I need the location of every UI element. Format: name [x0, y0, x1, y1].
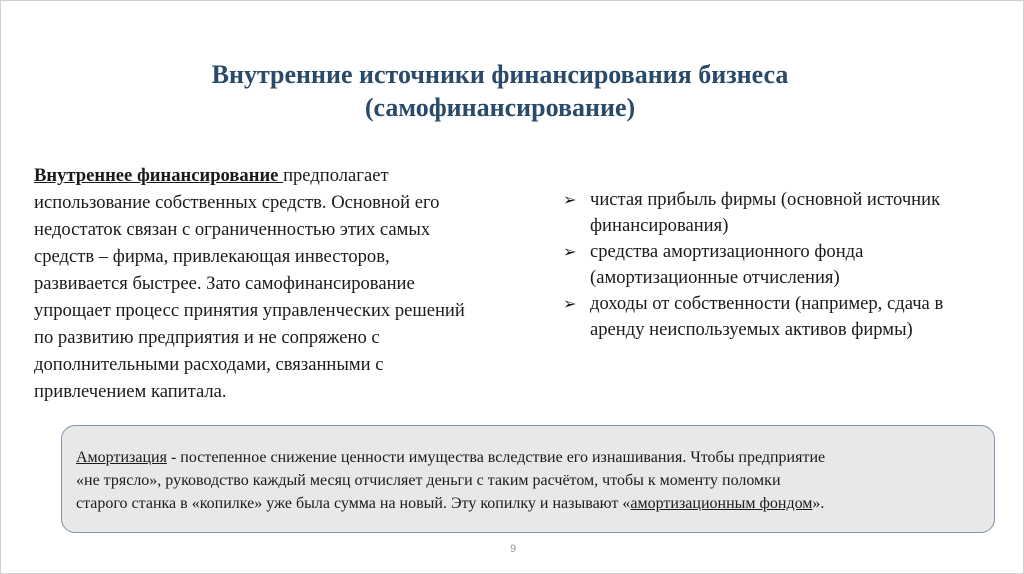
- list-item-line-2: финансирования): [590, 215, 729, 236]
- note-line-3-end: ».: [812, 495, 825, 512]
- paragraph-line-6: упрощает процесс принятия управленческих решений: [34, 300, 465, 321]
- note-line-3-start: старого станка в «копилке» уже была сумма на новый. Эту копилку и называют «: [76, 495, 631, 512]
- internal-financing-paragraph: [34, 162, 534, 405]
- list-item-line-2: (амортизационные отчисления): [590, 267, 840, 288]
- internal-financing-term: Внутреннее финансирование: [34, 165, 284, 186]
- slide-title: [150, 58, 850, 124]
- internal-sources-list: [563, 187, 1008, 343]
- arrowhead-bullet-icon: ➢: [563, 294, 577, 313]
- note-line-2: «не трясло», руководство каждый месяц отчисляет деньги с таким расчётом, чтобы к моменту поломки: [76, 472, 781, 489]
- list-item-line-1: чистая прибыль фирмы (основной источник: [590, 189, 941, 210]
- paragraph-line-7: по развитию предприятия и не сопряжено с: [34, 327, 380, 348]
- list-item: [563, 239, 1008, 291]
- paragraph-line-9: привлечением капитала.: [34, 381, 227, 402]
- note-line-1-rest: - постепенное снижение ценности имущества вследствие его изнашивания. Чтобы предприятие: [166, 449, 826, 466]
- paragraph-line-1: [34, 162, 534, 189]
- list-item-line-1: средства амортизационного фонда: [590, 241, 864, 262]
- note-line-1: [76, 446, 980, 469]
- list-item-line-2: аренду неиспользуемых активов фирмы): [590, 319, 913, 340]
- paragraph-line-5: развивается быстрее. Зато самофинансирование: [34, 273, 415, 294]
- page-number: 9: [509, 543, 517, 555]
- slide-title-line-2: (самофинансирование): [364, 93, 636, 122]
- paragraph-line-4: средств – фирма, привлекающая инвесторов,: [34, 246, 390, 267]
- list-item-line-1: доходы от собственности (например, сдача в: [590, 293, 944, 314]
- arrowhead-bullet-icon: ➢: [563, 190, 577, 209]
- amortization-term: Амортизация: [76, 449, 167, 466]
- amortization-note-box: [61, 425, 995, 533]
- paragraph-line-2: использование собственных средств. Основной его: [34, 192, 440, 213]
- paragraph-line-8: дополнительными расходами, связанными с: [34, 354, 384, 375]
- slide-title-line-1: Внутренние источники финансирования бизнеса: [211, 60, 789, 89]
- paragraph-line-1-rest: предполагает: [283, 165, 389, 186]
- arrowhead-bullet-icon: ➢: [563, 242, 577, 261]
- note-line-3: [76, 492, 980, 515]
- paragraph-line-3: недостаток связан с ограниченностью этих самых: [34, 219, 431, 240]
- amortization-fund-term: амортизационным фондом: [630, 495, 813, 512]
- list-item: [563, 187, 1008, 239]
- list-item: [563, 291, 1008, 343]
